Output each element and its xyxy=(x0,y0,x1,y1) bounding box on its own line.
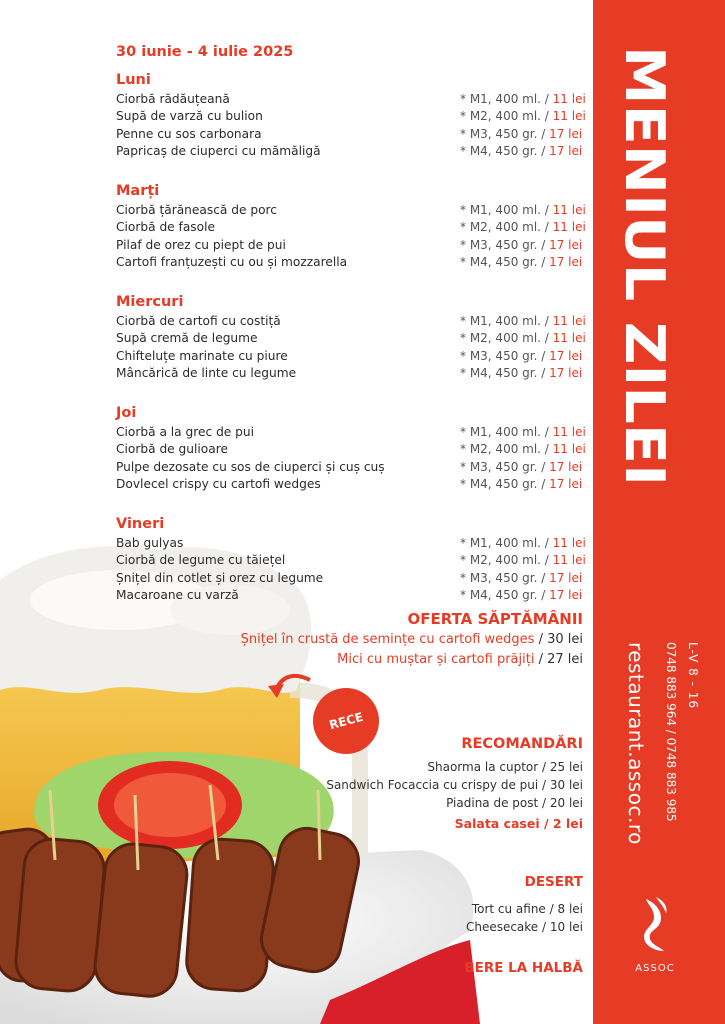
recommendations xyxy=(326,736,583,831)
offer-dish: Șnițel în crustă de semințe cu cartofi wedges xyxy=(240,632,535,647)
price-value: 11 lei xyxy=(548,424,586,439)
portion: * M2, 400 ml. / xyxy=(460,442,549,457)
website-url: restaurant.assoc.ro xyxy=(624,642,648,845)
price-value: 17 lei xyxy=(545,366,583,381)
offer-item xyxy=(241,630,583,650)
vertical-title xyxy=(598,40,720,500)
dish-price xyxy=(460,460,586,474)
daily-menu xyxy=(116,44,586,627)
dish-name: Ciorbă de legume cu tăiețel xyxy=(116,553,286,568)
price-value: 17 lei xyxy=(545,255,583,270)
portion: * M1, 400 ml. / xyxy=(460,313,549,328)
dish-name: Ciorbă țărănească de porc xyxy=(116,202,277,217)
menu-item xyxy=(116,108,586,126)
price-value: 11 lei xyxy=(548,202,586,217)
house-salad: Salata casei / 2 lei xyxy=(454,816,583,831)
portion: * M1, 400 ml. / xyxy=(460,202,549,217)
dish-name: Pulpe dezosate cu sos de ciuperci și cuș cuș xyxy=(116,459,385,474)
day-name: Joi xyxy=(116,405,137,421)
dish-name: Ciorbă rădăuțeană xyxy=(116,91,230,106)
draft-beer xyxy=(464,960,583,976)
dish-price xyxy=(460,349,586,363)
portion: * M3, 450 gr. / xyxy=(460,348,546,363)
dish-price xyxy=(460,553,586,567)
dish-price xyxy=(460,238,586,252)
dish-price xyxy=(460,588,586,602)
menu-item xyxy=(116,423,586,441)
logo-icon xyxy=(638,895,672,955)
price-value: 17 lei xyxy=(545,126,583,141)
offer-item xyxy=(241,650,583,670)
dish-name: Ciorbă de fasole xyxy=(116,220,215,235)
phone-numbers: 0748 883 964 / 0748 883 985 xyxy=(664,642,678,822)
price-value: 17 lei xyxy=(545,570,583,585)
recommendations-title: RECOMANDĂRI xyxy=(461,736,583,752)
page-title: MENIUL ZILEI xyxy=(613,46,676,450)
dessert-title: DESERT xyxy=(524,874,583,890)
assoc-logo xyxy=(630,895,680,974)
dish-price xyxy=(460,127,586,141)
price-value: 17 lei xyxy=(545,237,583,252)
dish-price xyxy=(460,144,586,158)
dish-name: Pilaf de orez cu piept de pui xyxy=(116,237,286,252)
day-section xyxy=(116,183,586,271)
portion: * M1, 400 ml. / xyxy=(460,535,549,550)
dish-name: Penne cu sos carbonara xyxy=(116,126,262,141)
menu-item xyxy=(116,312,586,330)
dish-price xyxy=(460,571,586,585)
menu-item xyxy=(116,365,586,383)
price-value: 17 lei xyxy=(545,144,583,159)
day-name: Luni xyxy=(116,72,151,88)
opening-hours: L-V 8 - 16 xyxy=(686,642,700,709)
logo-text: ASSOC xyxy=(635,963,675,974)
price-value: 17 lei xyxy=(545,477,583,492)
day-name: Miercuri xyxy=(116,294,184,310)
menu-item xyxy=(116,90,586,108)
portion: * M3, 450 gr. / xyxy=(460,459,546,474)
dish-name: Supă de varză cu bulion xyxy=(116,109,263,124)
menu-item xyxy=(116,254,586,272)
recommendation-item: Sandwich Focaccia cu crispy de pui / 30 lei xyxy=(326,778,583,792)
dish-name: Dovlecel crispy cu cartofi wedges xyxy=(116,477,321,492)
day-section xyxy=(116,294,586,382)
offer-price: / 30 lei xyxy=(534,632,583,647)
portion: * M2, 400 ml. / xyxy=(460,220,549,235)
dish-price xyxy=(460,92,586,106)
dish-price xyxy=(460,331,586,345)
menu-item xyxy=(116,569,586,587)
dessert xyxy=(466,874,583,936)
date-range: 30 iunie - 4 iulie 2025 xyxy=(116,44,294,60)
day-section xyxy=(116,72,586,160)
dish-price xyxy=(460,425,586,439)
recommendation-item: Piadina de post / 20 lei xyxy=(446,796,583,810)
days-list xyxy=(116,72,586,604)
price-value: 11 lei xyxy=(548,331,586,346)
dish-name: Ciorbă a la grec de pui xyxy=(116,424,255,439)
portion: * M4, 450 gr. / xyxy=(460,144,546,159)
day-name: Vineri xyxy=(116,516,165,532)
menu-item xyxy=(116,458,586,476)
weekly-offer xyxy=(241,610,583,670)
price-value: 11 lei xyxy=(548,313,586,328)
dish-name: Bab gulyas xyxy=(116,535,184,550)
dish-name: Ciorbă de cartofi cu costiță xyxy=(116,313,281,328)
day-section xyxy=(116,516,586,604)
offer-price: / 27 lei xyxy=(534,652,583,667)
dish-name: Ciorbă de gulioare xyxy=(116,442,228,457)
portion: * M2, 400 ml. / xyxy=(460,109,549,124)
dish-name: Papricaș de ciuperci cu mămăligă xyxy=(116,144,321,159)
dish-name: Șnițel din cotlet și orez cu legume xyxy=(116,570,324,585)
portion: * M4, 450 gr. / xyxy=(460,366,546,381)
price-value: 17 lei xyxy=(545,348,583,363)
dish-price xyxy=(460,109,586,123)
dish-name: Supă cremă de legume xyxy=(116,331,258,346)
portion: * M4, 450 gr. / xyxy=(460,588,546,603)
price-value: 11 lei xyxy=(548,109,586,124)
price-value: 11 lei xyxy=(548,220,586,235)
dish-name: Macaroane cu varză xyxy=(116,588,239,603)
price-value: 17 lei xyxy=(545,459,583,474)
badge-label: RECE xyxy=(327,709,365,733)
portion: * M2, 400 ml. / xyxy=(460,331,549,346)
portion: * M3, 450 gr. / xyxy=(460,237,546,252)
portion: * M3, 450 gr. / xyxy=(460,126,546,141)
dish-name: Cartofi franțuzești cu ou și mozzarella xyxy=(116,255,348,270)
portion: * M1, 400 ml. / xyxy=(460,91,549,106)
menu-item xyxy=(116,347,586,365)
recommendation-item: Shaorma la cuptor / 25 lei xyxy=(427,760,583,774)
dish-price xyxy=(460,477,586,491)
dish-price xyxy=(460,366,586,380)
offer-dish: Mici cu muștar și cartofi prăjiți xyxy=(337,652,535,667)
offer-title: OFERTA SĂPTĂMÂNII xyxy=(407,610,583,628)
menu-item xyxy=(116,534,586,552)
menu-item xyxy=(116,125,586,143)
menu-item xyxy=(116,552,586,570)
price-value: 11 lei xyxy=(548,442,586,457)
menu-item xyxy=(116,476,586,494)
beer-title: BERE LA HALBĂ xyxy=(464,960,583,976)
menu-item xyxy=(116,219,586,237)
dish-price xyxy=(460,220,586,234)
day-section xyxy=(116,405,586,493)
portion: * M4, 450 gr. / xyxy=(460,255,546,270)
menu-item xyxy=(116,330,586,348)
menu-item xyxy=(116,201,586,219)
portion: * M3, 450 gr. / xyxy=(460,570,546,585)
dish-name: Mâncărică de linte cu legume xyxy=(116,366,297,381)
menu-item xyxy=(116,441,586,459)
portion: * M2, 400 ml. / xyxy=(460,553,549,568)
dish-price xyxy=(460,255,586,269)
menu-item xyxy=(116,587,586,605)
price-value: 11 lei xyxy=(548,91,586,106)
price-value: 11 lei xyxy=(548,535,586,550)
dish-price xyxy=(460,536,586,550)
price-value: 17 lei xyxy=(545,588,583,603)
price-value: 11 lei xyxy=(548,553,586,568)
dish-price xyxy=(460,314,586,328)
dish-price xyxy=(460,203,586,217)
dessert-item: Tort cu afine / 8 lei xyxy=(471,902,583,916)
menu-item xyxy=(116,143,586,161)
portion: * M4, 450 gr. / xyxy=(460,477,546,492)
portion: * M1, 400 ml. / xyxy=(460,424,549,439)
menu-item xyxy=(116,236,586,254)
dessert-item: Cheesecake / 10 lei xyxy=(465,920,583,934)
day-name: Marți xyxy=(116,183,160,199)
dish-price xyxy=(460,442,586,456)
dish-name: Chifteluțe marinate cu piure xyxy=(116,348,288,363)
